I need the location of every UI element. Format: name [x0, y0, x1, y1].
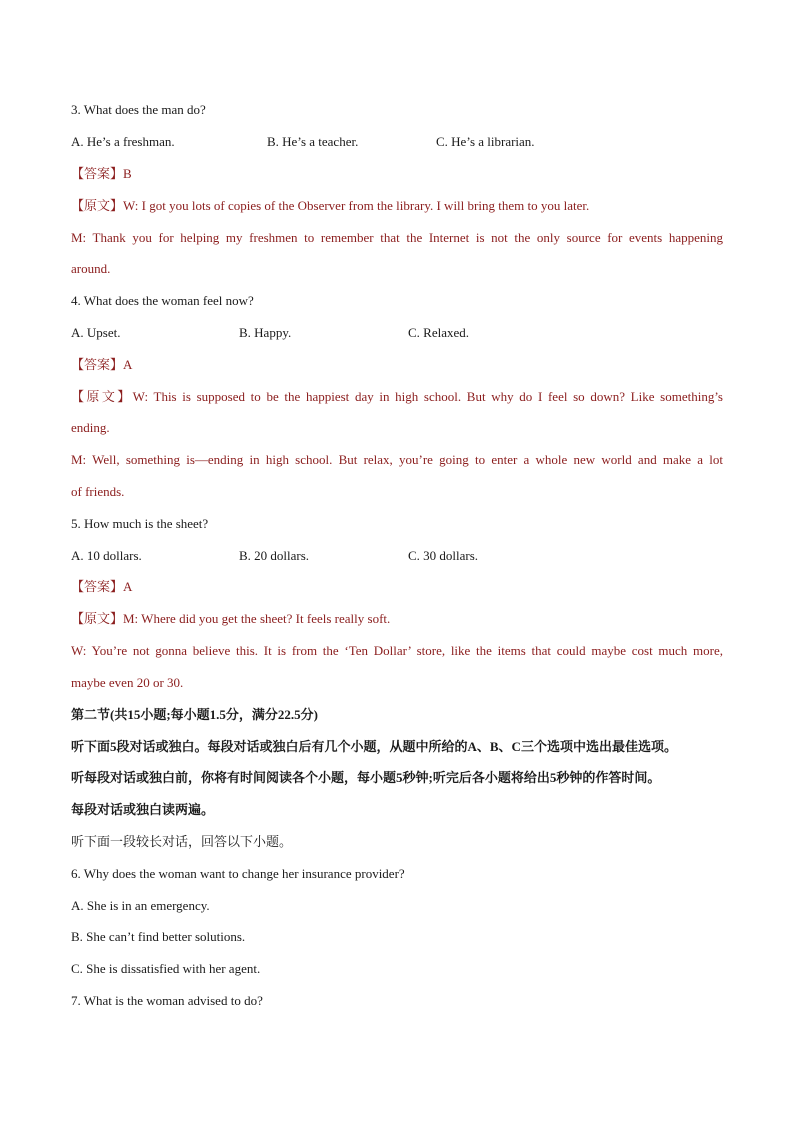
question-7: 7. What is the woman advised to do?	[71, 993, 263, 1008]
q3-transcript-line: around.	[71, 261, 111, 276]
q4-transcript-line: M: Well, something is—ending in high school. But relax, you’re going to enter a whole new world and make a lot	[71, 452, 723, 467]
q5-transcript-line: 【原文】M: Where did you get the sheet? It feels really soft.	[71, 611, 391, 626]
q5-option-a: A. 10 dollars.	[71, 548, 142, 563]
question-4: 4. What does the woman feel now?	[71, 293, 254, 308]
q3-transcript-line: 【原文】W: I got you lots of copies of the Observer from the library. I will bring them to you later.	[71, 198, 590, 213]
q4-option-b: B. Happy.	[239, 325, 292, 340]
dialogue-intro: 听下面一段较长对话，回答以下小题。	[71, 834, 293, 849]
q3-option-b: B. He’s a teacher.	[267, 134, 359, 149]
q6-option-a: A. She is in an emergency.	[71, 898, 210, 913]
q3-transcript-line: M: Thank you for helping my freshmen to remember that the Internet is not the only source for events happening	[71, 230, 723, 245]
question-3: 3. What does the man do?	[71, 102, 206, 117]
q4-answer: 【答案】A	[71, 357, 133, 372]
q4-transcript-line: ending.	[71, 420, 110, 435]
q3-answer: 【答案】B	[71, 166, 132, 181]
q6-option-c: C. She is dissatisfied with her agent.	[71, 961, 261, 976]
section-2-instruction: 听每段对话或独白前，你将有时间阅读各个小题，每小题5秒钟;听完后各小题将给出5秒钟的作答时间。	[71, 770, 661, 785]
q4-option-c: C. Relaxed.	[408, 325, 470, 340]
q6-option-b: B. She can’t find better solutions.	[71, 929, 246, 944]
section-2-heading: 第二节(共15小题;每小题1.5分，满分22.5分)	[71, 707, 318, 722]
section-2-instruction: 听下面5段对话或独白。每段对话或独白后有几个小题，从题中所给的A、B、C三个选项中选出最佳选项。	[71, 739, 677, 754]
question-5: 5. How much is the sheet?	[71, 516, 209, 531]
q4-transcript-line: 【原文】W: This is supposed to be the happiest day in high school. But why do I feel so down? Like something’s	[71, 389, 723, 404]
q5-answer: 【答案】A	[71, 579, 133, 594]
q4-option-a: A. Upset.	[71, 325, 121, 340]
question-6: 6. Why does the woman want to change her insurance provider?	[71, 866, 405, 881]
q5-transcript-line: W: You’re not gonna believe this. It is from the ‘Ten Dollar’ store, like the items that could maybe cost much more,	[71, 643, 723, 658]
q5-option-b: B. 20 dollars.	[239, 548, 310, 563]
q3-option-a: A. He’s a freshman.	[71, 134, 175, 149]
q3-option-c: C. He’s a librarian.	[436, 134, 535, 149]
q4-transcript-line: of friends.	[71, 484, 125, 499]
section-2-instruction: 每段对话或独白读两遍。	[71, 802, 215, 817]
q5-transcript-line: maybe even 20 or 30.	[71, 675, 184, 690]
q5-option-c: C. 30 dollars.	[408, 548, 479, 563]
